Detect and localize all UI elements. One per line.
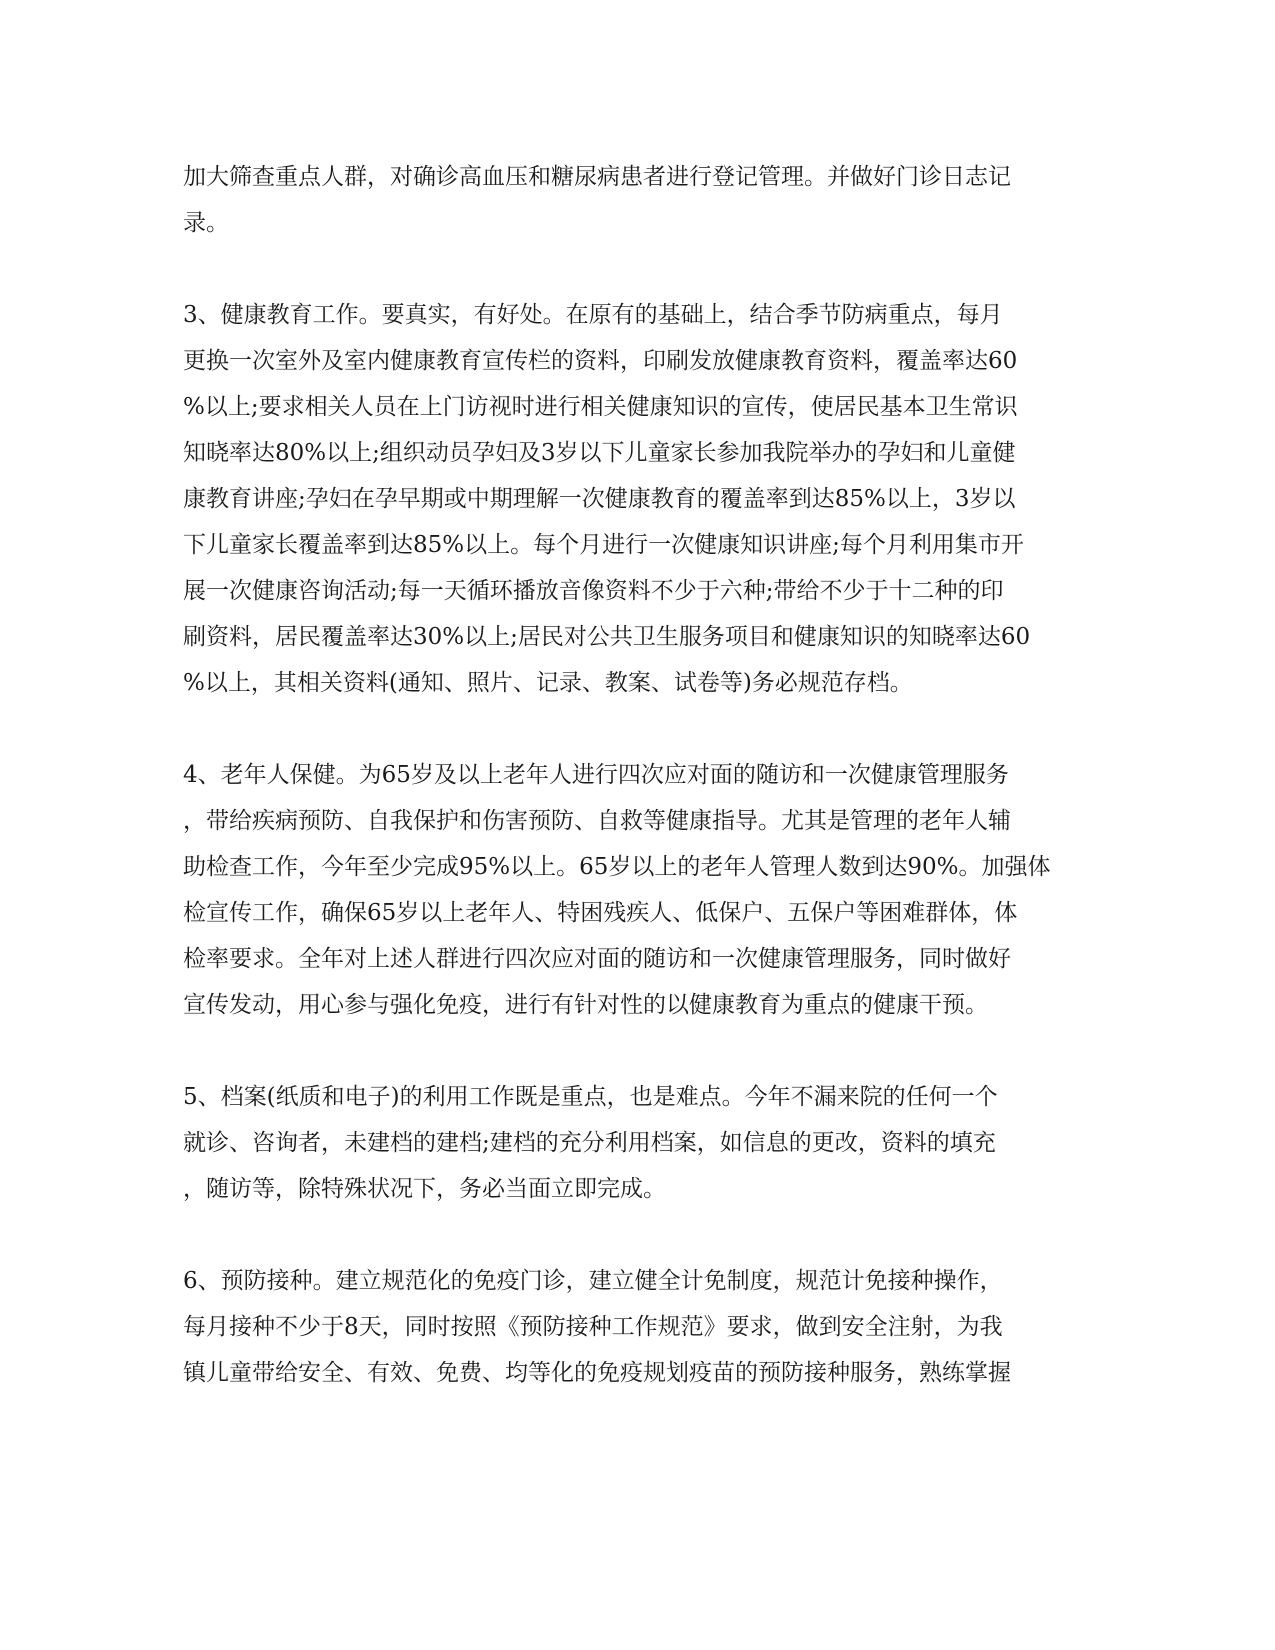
text-line: 加大筛查重点人群，对确诊高血压和糖尿病患者进行登记管理。并做好门诊日志记 — [183, 164, 1011, 190]
text-line: 知晓率达80%以上;组织动员孕妇及3岁以下儿童家长参加我院举办的孕妇和儿童健 — [183, 440, 1016, 466]
text-line: ，带给疾病预防、自我保护和伤害预防、自救等健康指导。尤其是管理的老年人辅 — [183, 808, 1011, 834]
text-line: 宣传发动，用心参与强化免疫，进行有针对性的以健康教育为重点的健康干预。 — [183, 992, 988, 1018]
paragraph-4 — [183, 1074, 1083, 1212]
text-line: 更换一次室外及室内健康教育宣传栏的资料，印刷发放健康教育资料，覆盖率达60 — [183, 348, 1018, 374]
text-line: 3、健康教育工作。要真实，有好处。在原有的基础上，结合季节防病重点，每月 — [183, 302, 1003, 328]
text-line: 刷资料，居民覆盖率达30%以上;居民对公共卫生服务项目和健康知识的知晓率达60 — [183, 624, 1031, 650]
paragraph-1 — [183, 154, 1083, 246]
text-line: 助检查工作，今年至少完成95%以上。65岁以上的老年人管理人数到达90%。加强体 — [183, 854, 1051, 880]
text-line: 6、预防接种。建立规范化的免疫门诊，建立健全计免制度，规范计免接种操作， — [183, 1268, 1003, 1294]
paragraph-gap — [183, 706, 1083, 752]
text-line: 检率要求。全年对上述人群进行四次应对面的随访和一次健康管理服务，同时做好 — [183, 946, 1011, 972]
paragraph-5 — [183, 1258, 1083, 1396]
text-line: %以上，其相关资料(通知、照片、记录、教案、试卷等)务必规范存档。 — [183, 670, 913, 696]
text-line: ，随访等，除特殊状况下，务必当面立即完成。 — [183, 1176, 666, 1202]
text-line: 镇儿童带给安全、有效、免费、均等化的免疫规划疫苗的预防接种服务，熟练掌握 — [183, 1360, 1011, 1386]
text-line: 展一次健康咨询活动;每一天循环播放音像资料不少于六种;带给不少于十二种的印 — [183, 578, 1004, 604]
document-body — [183, 154, 1083, 1396]
text-line: 检宣传工作，确保65岁以上老年人、特困残疾人、低保户、五保户等困难群体，体 — [183, 900, 1018, 926]
paragraph-gap — [183, 1212, 1083, 1258]
text-line: 每月接种不少于8天，同时按照《预防接种工作规范》要求，做到安全注射，为我 — [183, 1314, 1003, 1340]
paragraph-2 — [183, 292, 1083, 706]
text-line: 4、老年人保健。为65岁及以上老年人进行四次应对面的随访和一次健康管理服务 — [183, 762, 1009, 788]
text-line: 下儿童家长覆盖率到达85%以上。每个月进行一次健康知识讲座;每个月利用集市开 — [183, 532, 1024, 558]
paragraph-gap — [183, 246, 1083, 292]
text-line: 康教育讲座;孕妇在孕早期或中期理解一次健康教育的覆盖率到达85%以上，3岁以 — [183, 486, 1016, 512]
paragraph-3 — [183, 752, 1083, 1028]
text-line: 录。 — [183, 210, 229, 236]
text-line: %以上;要求相关人员在上门访视时进行相关健康知识的宣传，使居民基本卫生常识 — [183, 394, 1018, 420]
text-line: 5、档案(纸质和电子)的利用工作既是重点，也是难点。今年不漏来院的任何一个 — [183, 1084, 998, 1110]
paragraph-gap — [183, 1028, 1083, 1074]
text-line: 就诊、咨询者，未建档的建档;建档的充分利用档案，如信息的更改，资料的填充 — [183, 1130, 996, 1156]
